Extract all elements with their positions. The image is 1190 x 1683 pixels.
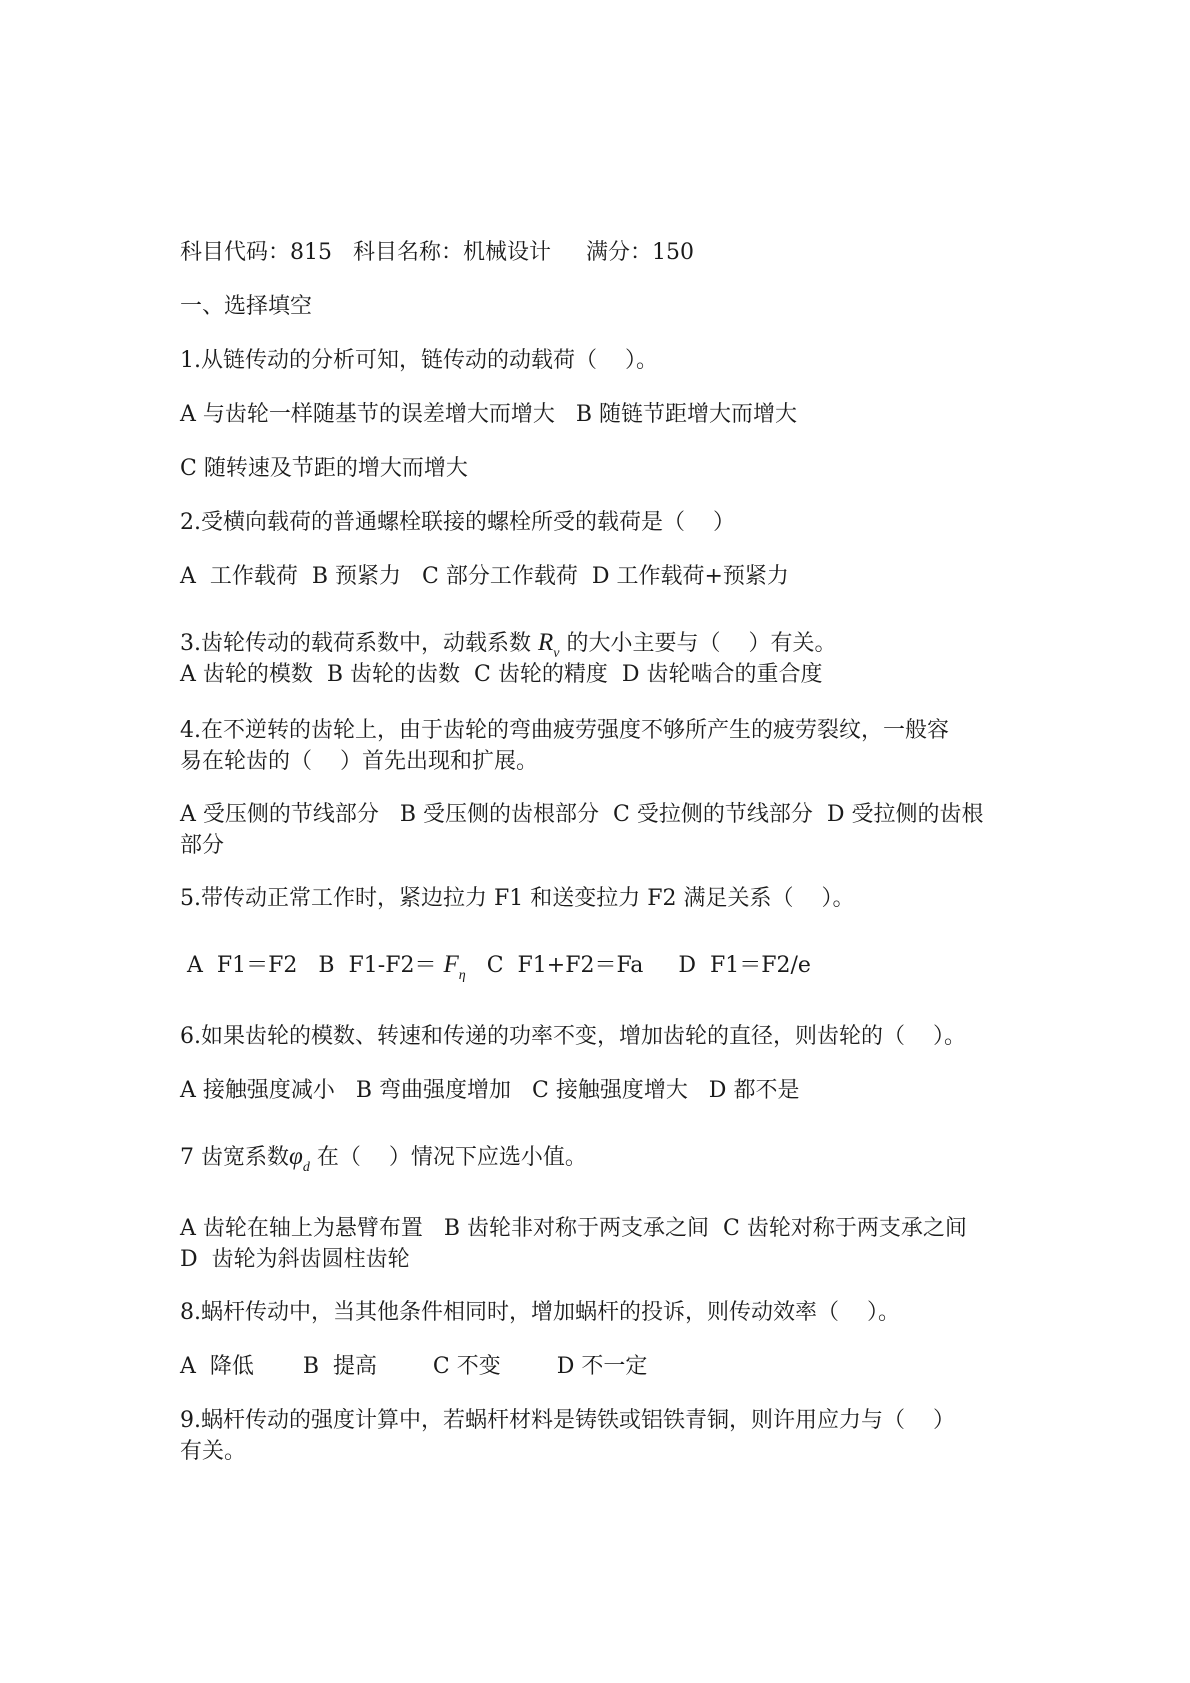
q5-force-symbol: F <box>443 951 459 978</box>
q8-options: A 降低 B 提高 C 不变 D 不一定 <box>180 1354 648 1379</box>
q3-stem-after: 的大小主要与（ ）有关。 <box>566 631 837 656</box>
subject-name: 科目名称：机械设计 <box>352 240 551 265</box>
q4-options-line1: A 受压侧的节线部分 B 受压侧的齿根部分 C 受拉侧的节线部分 D 受拉侧的齿根 <box>180 802 984 827</box>
q6-stem: 6.如果齿轮的模数、转速和传递的功率不变，增加齿轮的直径，则齿轮的（ ）。 <box>180 1024 966 1049</box>
section-title: 一、选择填空 <box>180 294 313 319</box>
full-score: 满分：150 <box>585 240 694 265</box>
q7-options-line2: D 齿轮为斜齿圆柱齿轮 <box>180 1247 410 1272</box>
q5-options <box>180 950 811 984</box>
q5-force-subscript: η <box>458 968 466 983</box>
q4-stem-line2: 易在轮齿的（ ）首先出现和扩展。 <box>180 749 538 774</box>
q3-stem-before: 3.齿轮传动的载荷系数中，动载系数 <box>180 631 531 656</box>
q8-stem: 8.蜗杆传动中，当其他条件相同时，增加蜗杆的投诉，则传动效率（ ）。 <box>180 1300 900 1325</box>
q7-stem-after: 在（ ）情况下应选小值。 <box>316 1145 587 1170</box>
q4-options-line2: 部分 <box>180 833 225 858</box>
q5-options-after: C F1+F2＝Fa D F1＝F2/e <box>465 953 811 978</box>
q2-options: A 工作载荷 B 预紧力 C 部分工作载荷 D 工作载荷+预紧力 <box>180 564 789 589</box>
q6-options: A 接触强度减小 B 弯曲强度增加 C 接触强度增大 D 都不是 <box>180 1078 800 1103</box>
q9-stem-line1: 9.蜗杆传动的强度计算中，若蜗杆材料是铸铁或铝铁青铜，则许用应力与（ ） <box>180 1408 955 1433</box>
q4-stem-line1: 4.在不逆转的齿轮上，由于齿轮的弯曲疲劳强度不够所产生的疲劳裂纹，一般容 <box>180 718 949 743</box>
q3-dynamic-factor-symbol: R <box>538 629 554 656</box>
q7-stem <box>180 1142 587 1176</box>
subject-code: 科目代码：815 <box>180 240 332 265</box>
q3-stem <box>180 628 836 662</box>
exam-header <box>180 238 694 268</box>
q7-stem-before: 7 齿宽系数 <box>180 1145 289 1170</box>
q9-stem-line2: 有关。 <box>180 1439 247 1464</box>
q5-stem: 5.带传动正常工作时，紧边拉力 F1 和送变拉力 F2 满足关系（ ）。 <box>180 886 855 911</box>
q5-options-before: A F1＝F2 B F1-F2＝ <box>180 953 444 978</box>
q7-width-factor-subscript: d <box>302 1160 310 1175</box>
q1-options-line2: C 随转速及节距的增大而增大 <box>180 456 468 481</box>
q7-width-factor-symbol: φ <box>289 1143 303 1170</box>
q7-options-line1: A 齿轮在轴上为悬臂布置 B 齿轮非对称于两支承之间 C 齿轮对称于两支承之间 <box>180 1216 967 1241</box>
q2-stem: 2.受横向载荷的普通螺栓联接的螺栓所受的载荷是（ ） <box>180 510 735 535</box>
q3-options: A 齿轮的模数 B 齿轮的齿数 C 齿轮的精度 D 齿轮啮合的重合度 <box>180 662 823 687</box>
q3-dynamic-factor-subscript: v <box>553 646 560 661</box>
q1-options-line1: A 与齿轮一样随基节的误差增大而增大 B 随链节距增大而增大 <box>180 402 798 427</box>
q1-stem: 1.从链传动的分析可知，链传动的动载荷（ ）。 <box>180 348 658 373</box>
